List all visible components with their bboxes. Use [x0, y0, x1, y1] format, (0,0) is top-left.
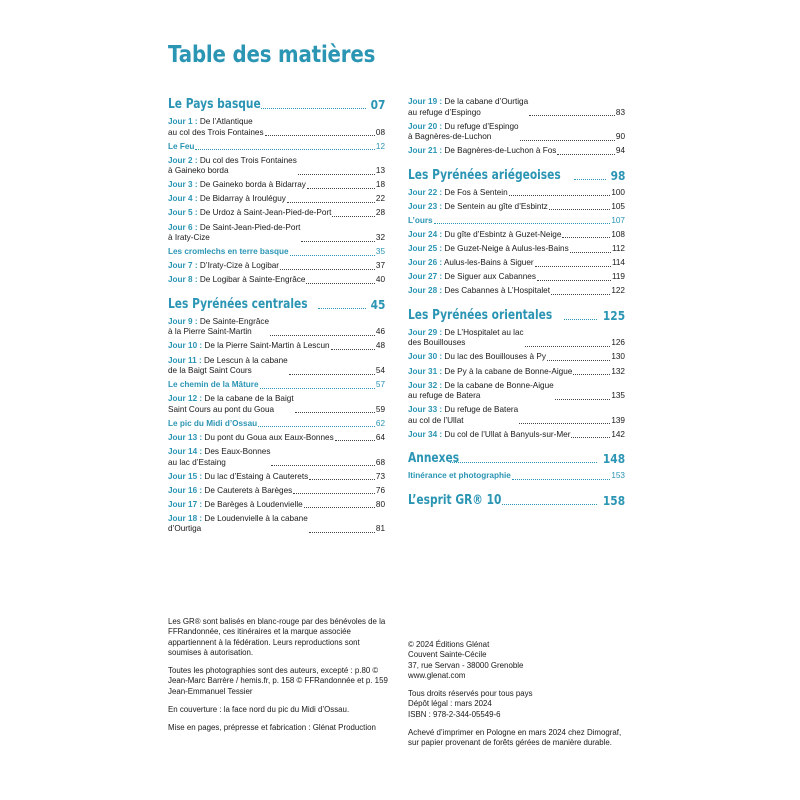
- day-route: De Cauterets à Barèges: [204, 485, 293, 495]
- day-route: De Bidarray à Irouléguy: [199, 194, 286, 204]
- section-title: L’esprit GR® 10: [408, 492, 502, 508]
- entry-text: [168, 472, 308, 483]
- toc-day-entry[interactable]: [408, 244, 625, 255]
- day-label: Jour 7 :: [168, 261, 198, 271]
- day-label: Jour 10 :: [168, 341, 203, 351]
- day-label: Jour 21 :: [408, 146, 443, 156]
- day-route-cont: d’Ourtiga: [168, 524, 202, 534]
- toc-day-entry[interactable]: [408, 258, 625, 269]
- day-route: De Fos à Sentein: [444, 187, 508, 197]
- section-heading[interactable]: [408, 168, 625, 183]
- entry-page: 08: [375, 127, 385, 137]
- toc-day-entry[interactable]: [168, 275, 385, 286]
- entry-page: 126: [611, 338, 625, 348]
- colophon-left: [168, 617, 390, 742]
- entry-page: 139: [611, 415, 625, 425]
- dot-leader: [293, 493, 375, 494]
- toc-day-entry[interactable]: [168, 447, 385, 468]
- entry-text: [408, 405, 518, 426]
- toc-day-entry[interactable]: [168, 472, 385, 483]
- toc-day-entry[interactable]: [168, 500, 385, 511]
- entry-text: [168, 223, 300, 244]
- day-route: De Sainte-Engrâce: [199, 316, 270, 326]
- dot-leader: [280, 269, 375, 270]
- dot-leader: [547, 360, 610, 361]
- toc-day-entry[interactable]: [168, 261, 385, 272]
- entry-text: [408, 328, 524, 349]
- toc-day-entry[interactable]: [168, 514, 385, 535]
- feature-title: Le chemin de la Mâture: [168, 380, 259, 390]
- section-heading[interactable]: [408, 308, 625, 323]
- entry-page: 130: [611, 352, 625, 362]
- dot-leader: [551, 294, 610, 295]
- day-label: Jour 34 :: [408, 429, 443, 439]
- entry-page: 142: [611, 429, 625, 439]
- toc-day-entry[interactable]: [168, 356, 385, 377]
- day-label: Jour 30 :: [408, 352, 443, 362]
- day-label: Jour 11 :: [168, 355, 202, 365]
- day-route: Des Cabannes à L’Hospitalet: [444, 286, 551, 296]
- day-label: Jour 1 :: [168, 117, 198, 126]
- toc-day-entry[interactable]: [408, 286, 625, 297]
- colophon-paragraph: Les GR® sont balisés en blanc-rouge par des bénévoles de la FFRandonnée, ces itinéraires et la marque associée appartiennent à la fédération. Leurs reproductions sont soumises à autorisation.: [168, 617, 386, 657]
- dot-leader: [502, 504, 597, 505]
- dot-leader: [562, 237, 610, 238]
- toc-column-right: [408, 97, 625, 513]
- entry-text: [408, 352, 546, 363]
- section-title: Annexes: [408, 451, 460, 467]
- toc-feature-entry[interactable]: [168, 380, 385, 391]
- entry-page: 73: [375, 471, 385, 481]
- colophon-paragraph: Toutes les photographies sont des auteurs, excepté : p.80 © Jean-Marc Barrère / hemis.fr, p. 158 © FFRandonnée et p. 159 Jean-Emmanuel Tessier: [168, 666, 388, 696]
- entry-page: 22: [375, 194, 385, 204]
- colophon-paragraph: Mise en pages, prépresse et fabrication : Glénat Production: [168, 723, 376, 733]
- day-label: Jour 16 :: [168, 485, 203, 495]
- colophon-paragraph: Achevé d’imprimer en Pologne en mars 2024 chez Dimograf, sur papier provenant de forêts gérées de manière durable.: [408, 728, 622, 748]
- section-heading[interactable]: [168, 97, 385, 112]
- entry-text: [168, 275, 305, 286]
- day-route: De la cabane d’Ourtiga: [444, 97, 529, 106]
- feature-title: Les cromlechs en terre basque: [168, 247, 289, 257]
- entry-text: [168, 419, 257, 430]
- dot-leader: [557, 154, 615, 155]
- dot-leader: [289, 374, 375, 375]
- day-label: Jour 22 :: [408, 187, 443, 197]
- toc-feature-entry[interactable]: [408, 216, 625, 227]
- dot-leader: [331, 349, 375, 350]
- entry-text: [408, 122, 519, 143]
- section-title: Le Pays basque: [168, 97, 261, 112]
- toc-day-entry[interactable]: [168, 156, 385, 177]
- dot-leader: [258, 426, 375, 427]
- day-label: Jour 13 :: [168, 432, 203, 442]
- day-label: Jour 4 :: [168, 194, 198, 204]
- day-label: Jour 33 :: [408, 405, 443, 415]
- entry-text: [408, 230, 561, 241]
- entry-page: 112: [611, 244, 625, 254]
- day-route: Du col des Trois Fontaines: [199, 155, 297, 165]
- section-page: 148: [602, 451, 625, 467]
- day-label: Jour 26 :: [408, 258, 443, 268]
- dot-leader: [309, 532, 375, 533]
- entry-page: 94: [615, 146, 625, 156]
- entry-page: 105: [611, 201, 625, 211]
- entry-page: 62: [375, 418, 385, 428]
- entry-page: 119: [611, 272, 625, 282]
- dot-leader: [335, 440, 375, 441]
- day-label: Jour 19 :: [408, 97, 443, 106]
- day-route: De Logibar à Sainte-Engrâce: [199, 275, 306, 285]
- entry-text: [408, 188, 508, 199]
- day-label: Jour 15 :: [168, 471, 203, 481]
- section-heading[interactable]: [408, 451, 625, 466]
- day-label: Jour 5 :: [168, 208, 198, 218]
- toc-day-entry[interactable]: [408, 230, 625, 241]
- entry-text: [168, 247, 289, 258]
- dot-leader: [298, 174, 375, 175]
- toc-day-entry[interactable]: [168, 223, 385, 244]
- dot-leader: [287, 202, 375, 203]
- toc-day-entry[interactable]: [168, 194, 385, 205]
- entry-text: [168, 317, 269, 338]
- entry-text: [168, 394, 294, 415]
- day-route: De Gaineko borda à Bidarray: [199, 180, 306, 190]
- entry-page: 64: [375, 432, 385, 442]
- dot-leader: [519, 423, 610, 424]
- day-route-cont: des Bouillouses: [408, 338, 466, 348]
- dot-leader: [571, 437, 610, 438]
- day-label: Jour 3 :: [168, 180, 198, 190]
- colophon-right: [408, 640, 630, 757]
- toc-day-entry[interactable]: [408, 328, 625, 349]
- entry-text: [168, 208, 331, 219]
- section-page: 45: [370, 296, 385, 312]
- entry-page: 28: [375, 208, 385, 218]
- entry-text: [168, 433, 334, 444]
- day-route: Du refuge d’Espingo: [444, 121, 519, 131]
- entry-page: 57: [375, 380, 385, 390]
- entry-text: [168, 341, 330, 352]
- toc-feature-entry[interactable]: [168, 142, 385, 153]
- entry-page: 108: [611, 229, 625, 239]
- day-route: Des Eaux-Bonnes: [204, 447, 271, 456]
- entry-page: 153: [611, 471, 625, 481]
- day-label: Jour 2 :: [168, 155, 198, 165]
- day-label: Jour 31 :: [408, 366, 443, 376]
- day-label: Jour 20 :: [408, 121, 443, 131]
- entry-page: 81: [375, 524, 385, 534]
- feature-title: L’ours: [408, 215, 433, 225]
- entry-text: [408, 202, 548, 213]
- day-label: Jour 18 :: [168, 513, 203, 523]
- entry-page: 12: [375, 141, 385, 151]
- entry-page: 18: [375, 180, 385, 190]
- entry-text: [168, 194, 286, 205]
- section-title: Les Pyrénées centrales: [168, 296, 308, 312]
- dot-leader: [309, 479, 375, 480]
- dot-leader: [260, 388, 375, 389]
- section-title: Les Pyrénées orientales: [408, 307, 553, 323]
- day-route-cont: à Iraty-Cize: [168, 233, 210, 243]
- toc-day-entry[interactable]: [408, 367, 625, 378]
- day-route-cont: à Gaineko borda: [168, 166, 229, 176]
- dot-leader: [261, 108, 365, 109]
- entry-page: 122: [611, 286, 625, 296]
- dot-leader: [450, 462, 597, 463]
- day-route: Du lac des Bouillouses à Py: [444, 352, 546, 362]
- toc-day-entry[interactable]: [168, 180, 385, 191]
- day-label: Jour 24 :: [408, 229, 443, 239]
- day-label: Jour 28 :: [408, 286, 443, 296]
- day-route-cont: au lac d’Estaing: [168, 457, 226, 467]
- section-heading[interactable]: [168, 297, 385, 312]
- toc-column-left: [168, 97, 385, 538]
- dot-leader: [529, 115, 615, 116]
- day-route: De Py à la cabane de Bonne-Aigue: [444, 366, 573, 376]
- toc-day-entry[interactable]: [408, 272, 625, 283]
- day-route: Du lac d’Estaing à Cauterets: [204, 471, 309, 481]
- entry-text: [408, 216, 433, 227]
- entry-text: [168, 447, 270, 468]
- day-route: De Sentein au gîte d’Esbintz: [444, 201, 548, 211]
- day-route: D’Iraty-Cize à Logibar: [199, 261, 280, 271]
- dot-leader: [520, 140, 615, 141]
- day-route-cont: à Bagnères-de-Luchon: [408, 132, 492, 142]
- entry-page: 32: [375, 233, 385, 243]
- day-route: De Barèges à Loudenvielle: [204, 499, 303, 509]
- day-route: Du refuge de Batera: [444, 405, 519, 415]
- entry-page: 68: [375, 457, 385, 467]
- entry-page: 59: [375, 404, 385, 414]
- entry-text: [408, 97, 528, 118]
- entry-page: 54: [375, 366, 385, 376]
- day-route: Aulus-les-Bains à Siguer: [443, 258, 534, 268]
- entry-text: [408, 244, 569, 255]
- entry-text: [408, 367, 572, 378]
- section-title: Les Pyrénées ariégeoises: [408, 167, 561, 183]
- day-route: Du col de l’Ullat à Banyuls-sur-Mer: [444, 429, 571, 439]
- day-route-cont: au col des Trois Fontaines: [168, 127, 264, 137]
- dot-leader: [271, 465, 374, 466]
- entry-page: 35: [375, 247, 385, 257]
- entry-page: 132: [611, 366, 625, 376]
- toc-day-entry[interactable]: [168, 433, 385, 444]
- colophon-paragraph: Tous droits réservés pour tous pays Dépôt légal : mars 2024 ISBN : 978-2-344-05549-6: [408, 689, 533, 719]
- toc-feature-entry[interactable]: [168, 419, 385, 430]
- entry-text: [168, 514, 308, 535]
- entry-text: [408, 258, 534, 269]
- toc-day-entry[interactable]: [168, 394, 385, 415]
- entry-text: [168, 261, 279, 272]
- entry-text: [408, 381, 554, 402]
- toc-day-entry[interactable]: [408, 188, 625, 199]
- entry-text: [168, 356, 288, 377]
- toc-day-entry[interactable]: [168, 486, 385, 497]
- entry-page: 90: [615, 132, 625, 142]
- toc-day-entry[interactable]: [408, 97, 625, 118]
- toc-day-entry[interactable]: [408, 405, 625, 426]
- dot-leader: [509, 195, 611, 196]
- day-label: Jour 14 :: [168, 447, 203, 456]
- toc-feature-entry[interactable]: [408, 471, 625, 482]
- entry-page: 114: [611, 258, 625, 268]
- toc-day-entry[interactable]: [408, 430, 625, 441]
- dot-leader: [512, 479, 611, 480]
- dot-leader: [270, 335, 375, 336]
- entry-page: 80: [375, 499, 385, 509]
- day-label: Jour 6 :: [168, 222, 198, 232]
- dot-leader: [306, 283, 374, 284]
- toc-day-entry[interactable]: [168, 341, 385, 352]
- day-route: De Guzet-Neige à Aulus-les-Bains: [444, 244, 569, 254]
- dot-leader: [265, 135, 375, 136]
- toc-day-entry[interactable]: [168, 317, 385, 338]
- day-route: Du gîte d’Esbintz à Guzet-Neige: [444, 229, 562, 239]
- toc-day-entry[interactable]: [168, 208, 385, 219]
- entry-text: [408, 286, 550, 297]
- day-route: Du pont du Goua aux Eaux-Bonnes: [204, 432, 334, 442]
- day-route: De la cabane de la Baigt: [204, 394, 294, 404]
- entry-page: 13: [375, 166, 385, 176]
- dot-leader: [549, 209, 611, 210]
- section-heading[interactable]: [408, 493, 625, 508]
- day-route: De l’Atlantique: [199, 117, 253, 126]
- day-label: Jour 23 :: [408, 201, 443, 211]
- day-route-cont: de la Baigt Saint Cours: [168, 366, 252, 376]
- day-route: De Loudenvielle à la cabane: [204, 513, 308, 523]
- dot-leader: [574, 179, 605, 180]
- day-route-cont: au refuge de Batera: [408, 391, 481, 401]
- day-route: De Siguer aux Cabannes: [444, 272, 536, 282]
- dot-leader: [318, 308, 365, 309]
- entry-page: 37: [375, 261, 385, 271]
- day-label: Jour 27 :: [408, 272, 443, 282]
- page-title: Table des matières: [168, 42, 376, 68]
- day-label: Jour 25 :: [408, 244, 443, 254]
- feature-title: Itinérance et photographie: [408, 471, 511, 481]
- entry-text: [168, 117, 264, 138]
- day-label: Jour 12 :: [168, 394, 203, 404]
- entry-text: [168, 486, 292, 497]
- entry-text: [408, 272, 536, 283]
- section-page: 07: [370, 97, 385, 112]
- entry-page: 46: [375, 327, 385, 337]
- toc-day-entry[interactable]: [408, 202, 625, 213]
- entry-text: [408, 471, 511, 482]
- day-route: De L’Hospitalet au lac: [444, 327, 524, 337]
- toc-day-entry[interactable]: [168, 117, 385, 138]
- entry-page: 100: [611, 187, 625, 197]
- day-route-cont: au col de l’Ullat: [408, 415, 464, 425]
- toc-day-entry[interactable]: [408, 381, 625, 402]
- day-route: De Bagnères-de-Luchon à Fos: [444, 146, 557, 156]
- dot-leader: [525, 346, 611, 347]
- toc-day-entry[interactable]: [408, 352, 625, 363]
- dot-leader: [301, 241, 374, 242]
- entry-text: [168, 142, 194, 153]
- dot-leader: [564, 319, 597, 320]
- section-page: 125: [602, 307, 625, 323]
- day-route-cont: Saint Cours au pont du Goua: [168, 404, 275, 414]
- day-route: De la cabane de Bonne-Aigue: [444, 380, 554, 390]
- entry-text: [168, 380, 259, 391]
- dot-leader: [290, 255, 375, 256]
- dot-leader: [295, 412, 375, 413]
- dot-leader: [537, 280, 611, 281]
- dot-leader: [570, 252, 611, 253]
- dot-leader: [332, 216, 375, 217]
- feature-title: Le pic du Midi d’Ossau: [168, 418, 258, 428]
- entry-page: 48: [375, 341, 385, 351]
- day-route: De la Pierre Saint-Martin à Lescun: [204, 341, 330, 351]
- day-label: Jour 17 :: [168, 499, 203, 509]
- dot-leader: [304, 507, 375, 508]
- dot-leader: [573, 374, 610, 375]
- colophon-paragraph: © 2024 Éditions Glénat Couvent Sainte-Cécile 37, rue Servan - 38000 Grenoble www.glenat.com: [408, 640, 524, 680]
- section-page: 158: [602, 492, 625, 508]
- feature-title: Le Feu: [168, 141, 195, 151]
- dot-leader: [555, 399, 611, 400]
- day-route: De Urdoz à Saint-Jean-Pied-de-Port: [199, 208, 332, 218]
- entry-page: 76: [375, 485, 385, 495]
- day-route: De Lescun à la cabane: [203, 355, 288, 365]
- day-label: Jour 32 :: [408, 380, 443, 390]
- entry-text: [408, 430, 570, 441]
- entry-text: [168, 180, 306, 191]
- day-route-cont: au refuge d’Espingo: [408, 107, 481, 117]
- toc-feature-entry[interactable]: [168, 247, 385, 258]
- day-label: Jour 9 :: [168, 316, 198, 326]
- entry-page: 135: [611, 391, 625, 401]
- entry-text: [168, 500, 303, 511]
- entry-text: [408, 146, 556, 157]
- entry-page: 40: [375, 275, 385, 285]
- dot-leader: [195, 149, 375, 150]
- entry-text: [168, 156, 297, 177]
- day-route: De Saint-Jean-Pied-de-Port: [199, 222, 301, 232]
- dot-leader: [535, 266, 611, 267]
- colophon-paragraph: En couverture : la face nord du pic du Midi d’Ossau.: [168, 705, 350, 715]
- section-page: 98: [610, 167, 625, 183]
- day-route-cont: à la Pierre Saint-Martin: [168, 327, 252, 337]
- entry-page: 83: [615, 107, 625, 117]
- toc-day-entry[interactable]: [408, 122, 625, 143]
- dot-leader: [307, 188, 375, 189]
- day-label: Jour 29 :: [408, 327, 443, 337]
- entry-page: 107: [611, 215, 625, 225]
- day-label: Jour 8 :: [168, 275, 198, 285]
- dot-leader: [434, 223, 611, 224]
- toc-day-entry[interactable]: [408, 146, 625, 157]
